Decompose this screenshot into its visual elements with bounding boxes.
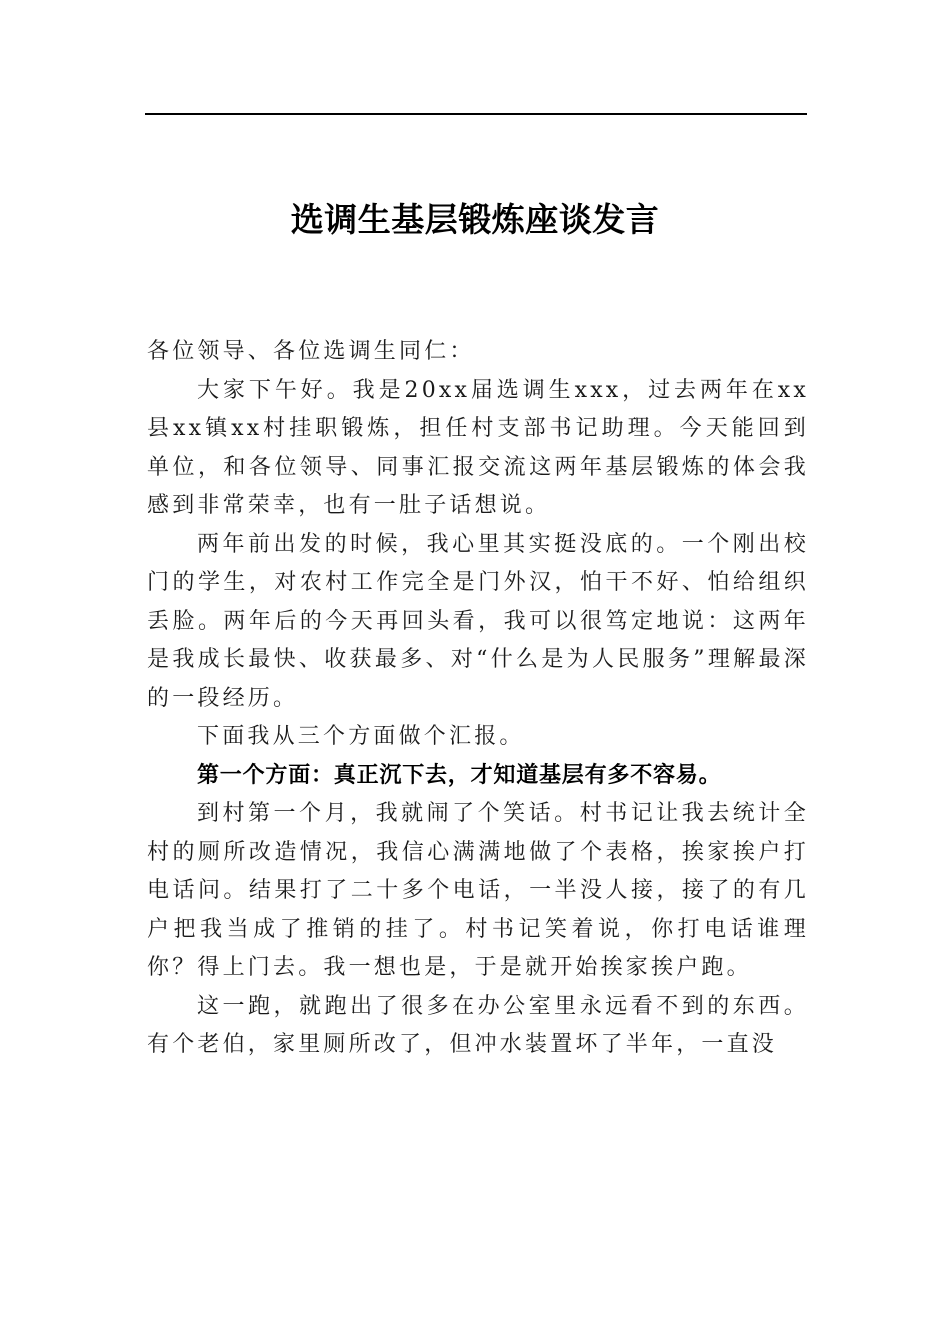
paragraph-first-month: 到村第一个月，我就闹了个笑话。村书记让我去统计全村的厕所改造情况，我信心满满地做了个表格，挨家挨户打电话问。结果打了二十多个电话，一半没人接，接了的有几户把我当成了推销的挂了。村书记笑着说，你打电话谁理你？得上门去。我一想也是，于是就开始挨家挨户跑。 (147, 801, 809, 980)
document-title: 选调生基层锻炼座谈发言 (290, 200, 660, 239)
document-body (147, 333, 809, 1065)
paragraph-door-to-door: 这一跑，就跑出了很多在办公室里永远看不到的东西。有个老伯，家里厕所改了，但冲水装置坏了半年，一直没 (147, 993, 809, 1057)
section-heading: 第一个方面：真正沉下去，才知道基层有多不容易。 (197, 762, 722, 788)
paragraph-intro: 大家下午好。我是20xx届选调生xxx，过去两年在xx县xx镇xx村挂职锻炼，担任村支部书记助理。今天能回到单位，和各位领导、同事汇报交流这两年基层锻炼的体会我感到非常荣幸，也有一肚子话想说。 (147, 377, 809, 518)
paragraph-outline: 下面我从三个方面做个汇报。 (197, 724, 525, 749)
salutation: 各位领导、各位选调生同仁： (147, 339, 475, 364)
paragraph-reflection: 两年前出发的时候，我心里其实挺没底的。一个刚出校门的学生，对农村工作完全是门外汉，怕干不好、怕给组织丢脸。两年后的今天再回头看，我可以很笃定地说：这两年是我成长最快、收获最多、对“什么是为人民服务”理解最深的一段经历。 (147, 531, 809, 711)
header-rule (145, 113, 807, 115)
